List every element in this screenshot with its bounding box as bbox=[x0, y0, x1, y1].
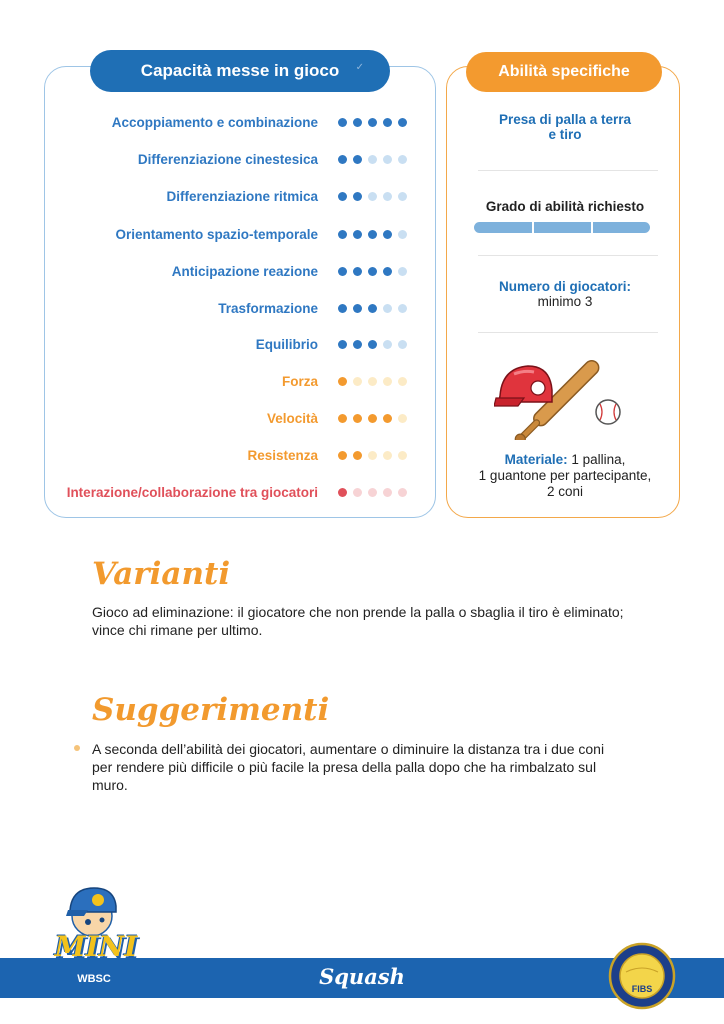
materials-info bbox=[466, 452, 664, 500]
capacita-row-label: Anticipazione reazione bbox=[171, 263, 318, 279]
mini-logo-word: MINI bbox=[54, 930, 138, 963]
rating-dot-filled bbox=[338, 340, 347, 349]
rating-dot-filled bbox=[353, 267, 362, 276]
rating-dot-filled bbox=[368, 118, 377, 127]
capacita-row bbox=[50, 261, 410, 281]
rating-dot-empty bbox=[398, 267, 407, 276]
rating-dot-filled bbox=[368, 267, 377, 276]
rating-dot-empty bbox=[368, 451, 377, 460]
rating-dot-filled bbox=[338, 230, 347, 239]
suggerimenti-line3: muro. bbox=[92, 777, 128, 793]
rating-dot-filled bbox=[338, 118, 347, 127]
materials-label: Materiale: bbox=[504, 452, 568, 467]
rating-dot-empty bbox=[398, 304, 407, 313]
capacita-row-label: Velocità bbox=[266, 410, 318, 426]
capacita-row bbox=[50, 408, 410, 428]
rating-dot-filled bbox=[338, 304, 347, 313]
capacita-row-label: Equilibrio bbox=[255, 336, 318, 352]
rating-dot-filled bbox=[353, 414, 362, 423]
bullet-icon bbox=[74, 745, 80, 751]
rating-dot-empty bbox=[368, 488, 377, 497]
rating-dot-filled bbox=[353, 230, 362, 239]
capacita-row-label: Orientamento spazio-temporale bbox=[115, 226, 318, 242]
capacita-row-label: Accoppiamento e combinazione bbox=[111, 114, 318, 130]
materials-line3: 2 coni bbox=[546, 484, 584, 499]
rating-dot-filled bbox=[353, 192, 362, 201]
rating-dot-empty bbox=[398, 414, 407, 423]
capacita-row bbox=[50, 482, 410, 502]
rating-dot-filled bbox=[353, 118, 362, 127]
capacita-row-label: Differenziazione ritmica bbox=[166, 188, 318, 204]
capacita-title-text: Capacità messe in gioco bbox=[140, 61, 340, 80]
capacita-row-label: Resistenza bbox=[247, 447, 318, 463]
rating-dot-empty bbox=[398, 230, 407, 239]
grade-bar-segment-divider bbox=[591, 222, 593, 233]
divider bbox=[478, 332, 658, 333]
capacita-rating bbox=[338, 488, 407, 497]
grade-bar-segment-divider bbox=[532, 222, 534, 233]
rating-dot-filled bbox=[368, 340, 377, 349]
rating-dot-empty bbox=[353, 377, 362, 386]
materials-line2: 1 guantone per partecipante, bbox=[478, 468, 652, 483]
rating-dot-filled bbox=[338, 377, 347, 386]
rating-dot-filled bbox=[353, 340, 362, 349]
rating-dot-filled bbox=[353, 155, 362, 164]
capacita-rating bbox=[338, 230, 407, 239]
specific-skill bbox=[466, 112, 664, 142]
rating-dot-empty bbox=[383, 488, 392, 497]
rating-dot-filled bbox=[368, 414, 377, 423]
suggerimenti-line2: per rendere più difficile o più facile la presa della palla dopo che ha rimbalzato sul bbox=[92, 759, 597, 775]
abilita-title-text: Abilità specifiche bbox=[498, 63, 630, 80]
rating-dot-filled bbox=[368, 230, 377, 239]
rating-dot-empty bbox=[383, 155, 392, 164]
grade-label: Grado di abilità richiesto bbox=[485, 199, 645, 214]
rating-dot-filled bbox=[383, 267, 392, 276]
capacita-row bbox=[50, 445, 410, 465]
varianti-line2: vince chi rimane per ultimo. bbox=[92, 622, 263, 638]
capacita-row-label: Trasformazione bbox=[218, 300, 318, 316]
suggerimenti-text bbox=[92, 740, 652, 794]
rating-dot-filled bbox=[338, 488, 347, 497]
helmet-bat-ball-icon bbox=[494, 352, 630, 440]
rating-dot-filled bbox=[383, 414, 392, 423]
grade-bar bbox=[474, 222, 650, 233]
rating-dot-filled bbox=[368, 304, 377, 313]
rating-dot-filled bbox=[338, 192, 347, 201]
rating-dot-filled bbox=[338, 267, 347, 276]
rating-dot-empty bbox=[368, 155, 377, 164]
capacita-row bbox=[50, 298, 410, 318]
rating-dot-filled bbox=[383, 230, 392, 239]
rating-dot-empty bbox=[398, 377, 407, 386]
capacita-row-label: Differenziazione cinestesica bbox=[137, 151, 318, 167]
rating-dot-empty bbox=[383, 192, 392, 201]
capacita-row bbox=[50, 149, 410, 169]
fibs-seal-logo bbox=[608, 942, 676, 1010]
decorative-mark-icon: ✓ bbox=[355, 62, 364, 73]
capacita-row bbox=[50, 224, 410, 244]
rating-dot-filled bbox=[383, 118, 392, 127]
rating-dot-filled bbox=[353, 451, 362, 460]
suggerimenti-title: Suggerimenti bbox=[92, 692, 330, 728]
specific-skill-line2: e tiro bbox=[548, 127, 582, 142]
divider bbox=[478, 170, 658, 171]
rating-dot-empty bbox=[398, 340, 407, 349]
rating-dot-filled bbox=[338, 414, 347, 423]
capacita-row-label: Interazione/collaborazione tra giocatori bbox=[66, 484, 318, 500]
rating-dot-empty bbox=[383, 377, 392, 386]
rating-dot-empty bbox=[383, 451, 392, 460]
abilita-title bbox=[466, 52, 662, 92]
capacita-rating bbox=[338, 377, 407, 386]
varianti-text bbox=[92, 603, 652, 639]
materials-line1: 1 pallina, bbox=[571, 452, 626, 467]
capacita-rating bbox=[338, 414, 407, 423]
capacita-rating bbox=[338, 267, 407, 276]
capacita-row bbox=[50, 112, 410, 132]
fibs-seal-abbr: FIBS bbox=[631, 984, 653, 994]
specific-skill-line1: Presa di palla a terra bbox=[498, 112, 632, 127]
varianti-title: Varianti bbox=[92, 556, 231, 592]
capacita-row bbox=[50, 186, 410, 206]
rating-dot-empty bbox=[383, 304, 392, 313]
footer-title: Squash bbox=[319, 964, 405, 989]
capacita-row-label: Forza bbox=[281, 373, 318, 389]
rating-dot-filled bbox=[338, 155, 347, 164]
rating-dot-empty bbox=[398, 155, 407, 164]
rating-dot-filled bbox=[353, 304, 362, 313]
rating-dot-empty bbox=[368, 377, 377, 386]
rating-dot-empty bbox=[398, 451, 407, 460]
rating-dot-filled bbox=[398, 118, 407, 127]
suggerimenti-line1: A seconda dell’abilità dei giocatori, aumentare o diminuire la distanza tra i due coni bbox=[92, 741, 605, 757]
capacita-rating bbox=[338, 118, 407, 127]
capacita-rating bbox=[338, 304, 407, 313]
divider bbox=[478, 255, 658, 256]
wbsc-logo-text: WBSC bbox=[77, 973, 111, 985]
capacita-row bbox=[50, 371, 410, 391]
rating-dot-empty bbox=[368, 192, 377, 201]
capacita-rating bbox=[338, 155, 407, 164]
capacita-row bbox=[50, 334, 410, 354]
rating-dot-filled bbox=[338, 451, 347, 460]
varianti-line1: Gioco ad eliminazione: il giocatore che non prende la palla o sbaglia il tiro è eliminato; bbox=[92, 604, 624, 620]
rating-dot-empty bbox=[398, 192, 407, 201]
players-value: minimo 3 bbox=[537, 294, 593, 309]
players-info bbox=[466, 279, 664, 309]
rating-dot-empty bbox=[398, 488, 407, 497]
capacita-rating bbox=[338, 451, 407, 460]
capacita-title bbox=[90, 50, 390, 92]
rating-dot-empty bbox=[383, 340, 392, 349]
players-label: Numero di giocatori: bbox=[498, 279, 631, 294]
capacita-rating bbox=[338, 340, 407, 349]
capacita-rating bbox=[338, 192, 407, 201]
rating-dot-empty bbox=[353, 488, 362, 497]
